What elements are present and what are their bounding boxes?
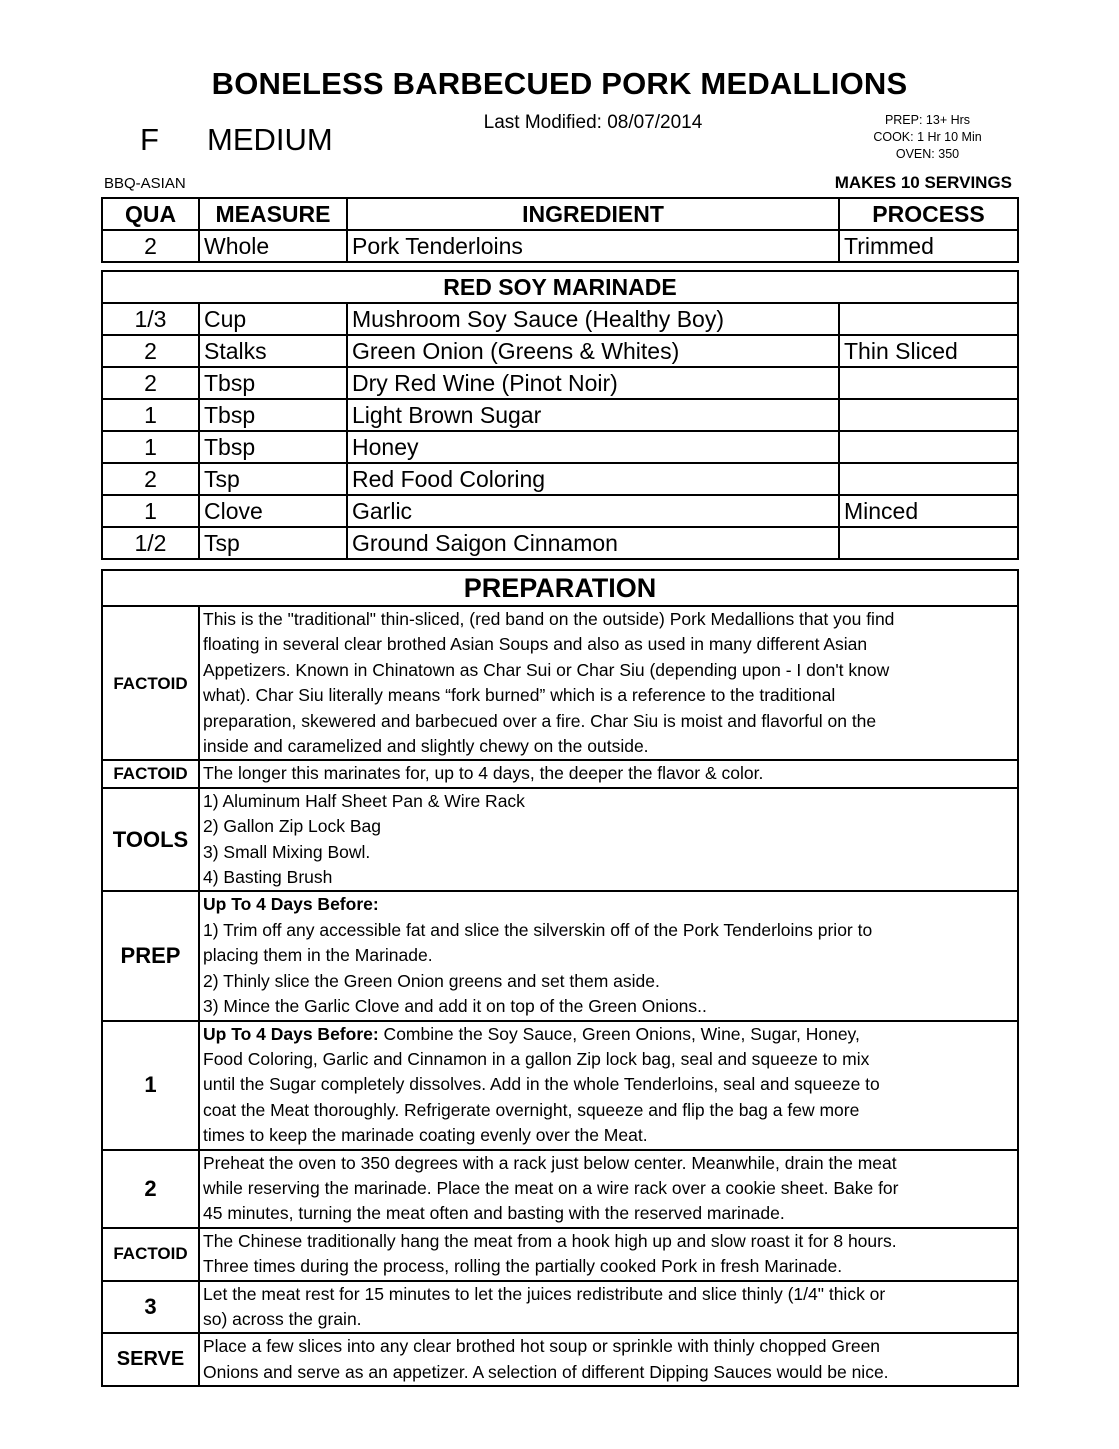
table-row [102, 399, 1018, 431]
step-label: 3 [102, 1281, 199, 1334]
cell-measure: Cup [199, 303, 347, 335]
step-text-line: Appetizers. Known in Chinatown as Char Sui or Char Siu (depending upon - I don't know [203, 659, 890, 680]
cell-measure: Tsp [199, 463, 347, 495]
preparation-step-row [102, 891, 1018, 1020]
preparation-step-row [102, 1333, 1018, 1386]
step-text-line: Preheat the oven to 350 degrees with a rack just below center. Meanwhile, drain the meat [203, 1152, 897, 1173]
step-text-line: 1) Aluminum Half Sheet Pan & Wire Rack [203, 790, 525, 811]
cell-process [839, 463, 1018, 495]
step-lead-line [203, 1022, 1014, 1047]
cell-ingredient: Red Food Coloring [347, 463, 839, 495]
step-text-line: The longer this marinates for, up to 4 days, the deeper the flavor & color. [203, 763, 764, 784]
rating-letter: F [140, 122, 159, 157]
cell-qty: 1 [102, 431, 199, 463]
column-header-measure: MEASURE [199, 198, 347, 230]
cell-process [839, 431, 1018, 463]
step-bold-lead: Up To 4 Days Before: [203, 1023, 379, 1044]
step-text-line: placing them in the Marinade. [203, 945, 433, 966]
cell-measure: Tbsp [199, 399, 347, 431]
cell-measure: Tbsp [199, 431, 347, 463]
step-label: SERVE [102, 1333, 199, 1386]
column-header-qty: QUA [102, 198, 199, 230]
preparation-step-row [102, 788, 1018, 892]
step-label: FACTOID [102, 760, 199, 787]
cell-ingredient: Pork Tenderloins [347, 230, 839, 262]
cell-qty: 2 [102, 335, 199, 367]
step-text-line: what). Char Siu literally means “fork burned” which is a reference to the traditional [203, 685, 836, 706]
cell-qty: 1/2 [102, 527, 199, 559]
column-header-ingredient: INGREDIENT [347, 198, 839, 230]
step-text-line: times to keep the marinade coating evenly over the Meat. [203, 1125, 648, 1146]
preparation-step-row [102, 1281, 1018, 1334]
preparation-step-row [102, 606, 1018, 760]
preparation-step-row [102, 1150, 1018, 1228]
step-text-line: This is the "traditional" thin-sliced, (red band on the outside) Pork Medallions that you find [203, 609, 895, 629]
step-text-line: Place a few slices into any clear brothed hot soup or sprinkle with thinly chopped Green [203, 1336, 881, 1357]
step-label: FACTOID [102, 606, 199, 760]
cell-measure: Whole [199, 230, 347, 262]
step-text-line: The Chinese traditionally hang the meat from a hook high up and slow roast it for 8 hours. [203, 1230, 897, 1251]
cell-ingredient: Dry Red Wine (Pinot Noir) [347, 367, 839, 399]
cell-qty: 2 [102, 367, 199, 399]
step-text-line: 2) Thinly slice the Green Onion greens and set them aside. [203, 970, 660, 991]
preparation-table [101, 569, 1019, 1387]
step-text-line: Three times during the process, rolling the partially cooked Pork in fresh Marinade. [203, 1256, 843, 1277]
cell-process: Thin Sliced [839, 335, 1018, 367]
servings: MAKES 10 SERVINGS [834, 173, 1012, 192]
step-bold-lead: Up To 4 Days Before: [203, 894, 379, 915]
table-header-row [102, 198, 1018, 230]
step-text [199, 788, 1018, 892]
table-row [102, 303, 1018, 335]
table-row [102, 335, 1018, 367]
cell-process: Trimmed [839, 230, 1018, 262]
ingredients-table [101, 197, 1019, 263]
cell-qty: 1 [102, 495, 199, 527]
time-info [860, 112, 995, 163]
step-text-line: 3) Mince the Garlic Clove and add it on top of the Green Onions.. [203, 996, 707, 1017]
oven-temp: OVEN: 350 [895, 147, 960, 161]
preparation-step-row [102, 760, 1018, 787]
cell-process [839, 399, 1018, 431]
step-text-line: Let the meat rest for 15 minutes to let the juices redistribute and slice thinly (1/4" thick or [203, 1283, 886, 1304]
table-row [102, 495, 1018, 527]
step-label: PREP [102, 891, 199, 1020]
cell-process [839, 303, 1018, 335]
step-text [199, 1281, 1018, 1334]
step-text-line: 45 minutes, turning the meat often and basting with the reserved marinade. [203, 1203, 785, 1224]
difficulty-level: MEDIUM [207, 122, 333, 157]
step-text-line: until the Sugar completely dissolves. Add in the whole Tenderloins, seal and squeeze to [203, 1074, 880, 1095]
recipe-title: BONELESS BARBECUED PORK MEDALLIONS [211, 66, 908, 101]
preparation-step-row [102, 1021, 1018, 1150]
step-text [199, 891, 1018, 1020]
step-text-line: while reserving the marinade. Place the meat on a wire rack over a cookie sheet. Bake for [203, 1177, 899, 1198]
step-lead-rest: Combine the Soy Sauce, Green Onions, Wine, Sugar, Honey, [378, 1023, 860, 1044]
step-lead-line [203, 892, 1014, 917]
step-text [199, 1150, 1018, 1228]
step-label: TOOLS [102, 788, 199, 892]
table-row [102, 367, 1018, 399]
cell-ingredient: Honey [347, 431, 839, 463]
cell-ingredient: Ground Saigon Cinnamon [347, 527, 839, 559]
step-text [199, 760, 1018, 787]
marinade-heading-row [102, 271, 1018, 303]
cell-measure: Clove [199, 495, 347, 527]
step-text [199, 606, 1018, 760]
step-text-line: 2) Gallon Zip Lock Bag [203, 816, 382, 837]
step-text-line: coat the Meat thoroughly. Refrigerate overnight, squeeze and flip the bag a few more [203, 1099, 860, 1120]
step-text-line: so) across the grain. [203, 1308, 362, 1329]
step-text-line: 3) Small Mixing Bowl. [203, 841, 371, 862]
step-label: FACTOID [102, 1228, 199, 1281]
cell-qty: 2 [102, 230, 199, 262]
last-modified-date: Last Modified: 08/07/2014 [483, 112, 703, 133]
step-label: 2 [102, 1150, 199, 1228]
step-text [199, 1021, 1018, 1150]
step-text [199, 1228, 1018, 1281]
preparation-heading-row [102, 570, 1018, 606]
step-text-line: floating in several clear brothed Asian Soups and also as used in many different Asian [203, 634, 868, 655]
cell-ingredient: Garlic [347, 495, 839, 527]
cell-process [839, 527, 1018, 559]
table-row [102, 463, 1018, 495]
table-row [102, 527, 1018, 559]
preparation-heading: PREPARATION [102, 570, 1018, 606]
cell-measure: Stalks [199, 335, 347, 367]
cell-qty: 1 [102, 399, 199, 431]
recipe-category: BBQ-ASIAN [104, 175, 186, 192]
step-text [199, 1333, 1018, 1386]
cell-process [839, 367, 1018, 399]
step-text-line: inside and caramelized and slightly chewy on the outside. [203, 736, 649, 757]
table-row [102, 230, 1018, 262]
cell-qty: 1/3 [102, 303, 199, 335]
cell-process: Minced [839, 495, 1018, 527]
cell-ingredient: Green Onion (Greens & Whites) [347, 335, 839, 367]
cell-measure: Tbsp [199, 367, 347, 399]
prep-time: PREP: 13+ Hrs [884, 113, 971, 127]
cell-measure: Tsp [199, 527, 347, 559]
cell-qty: 2 [102, 463, 199, 495]
step-text-line: 1) Trim off any accessible fat and slice the silverskin off of the Pork Tenderloins prior to [203, 919, 873, 940]
step-text-line: Food Coloring, Garlic and Cinnamon in a gallon Zip lock bag, seal and squeeze to mix [203, 1048, 870, 1069]
preparation-step-row [102, 1228, 1018, 1281]
cell-ingredient: Light Brown Sugar [347, 399, 839, 431]
step-text-line: preparation, skewered and barbecued over a fire. Char Siu is moist and flavorful on the [203, 710, 877, 731]
step-text-line: Onions and serve as an appetizer. A selection of different Dipping Sauces would be nice. [203, 1361, 889, 1382]
step-text-line: 4) Basting Brush [203, 867, 333, 888]
step-label: 1 [102, 1021, 199, 1150]
cook-time: COOK: 1 Hr 10 Min [873, 130, 982, 144]
cell-ingredient: Mushroom Soy Sauce (Healthy Boy) [347, 303, 839, 335]
column-header-process: PROCESS [839, 198, 1018, 230]
marinade-heading: RED SOY MARINADE [102, 271, 1018, 303]
table-row [102, 431, 1018, 463]
marinade-table [101, 270, 1019, 560]
